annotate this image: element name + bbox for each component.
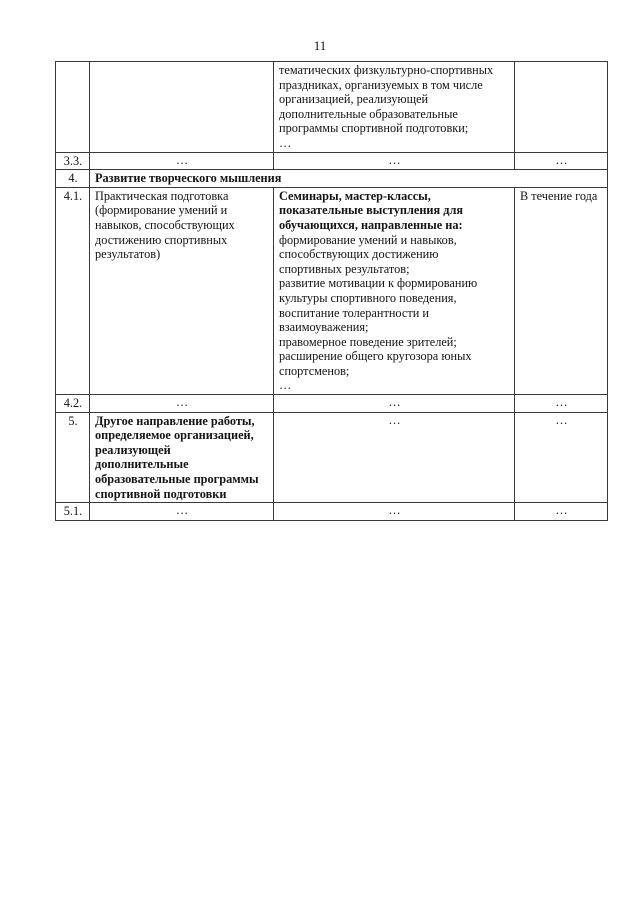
content-line: …: [279, 378, 292, 393]
row-number: 4.2.: [56, 395, 90, 413]
activity-cell: [90, 62, 274, 153]
section-title-line: реализующей: [95, 442, 171, 457]
content-line: тематических физкультурно-спортивных: [279, 63, 494, 77]
timing-cell: …: [515, 412, 608, 503]
content-line: …: [279, 135, 292, 150]
content-line: взаимоуважения;: [279, 320, 369, 335]
table-row-4-1: [56, 187, 608, 394]
content-line: программы спортивной подготовки;: [279, 121, 469, 136]
row-number: 4.: [56, 170, 90, 188]
page-number: 11: [313, 38, 327, 53]
content-line: правомерное поведение зрителей;: [279, 334, 457, 349]
row-number: [56, 62, 90, 153]
activity-line: достижению спортивных: [95, 232, 228, 247]
activity-line: навыков, способствующих: [95, 217, 235, 232]
row-number: 3.3.: [56, 152, 90, 170]
content-line: дополнительные образовательные: [279, 106, 458, 121]
plan-table: [55, 61, 608, 521]
content-line: организацией, реализующей: [279, 92, 429, 107]
content-cell: …: [274, 152, 515, 170]
section-title-line: Другое направление работы,: [95, 413, 255, 428]
timing-cell: [515, 62, 608, 153]
activity-cell: …: [90, 395, 274, 413]
activity-line: Практическая подготовка: [95, 188, 229, 203]
content-line: воспитание толерантности и: [279, 305, 429, 320]
section-title-line: образовательные программы: [95, 472, 259, 487]
table-row-3-3: [56, 152, 608, 170]
content-cell: …: [274, 395, 515, 413]
activity-line: результатов): [95, 247, 161, 262]
table-row-4-2: [56, 395, 608, 413]
content-line: праздниках, организуемых в том числе: [279, 77, 483, 92]
activity-cell: …: [90, 503, 274, 521]
content-cell: …: [274, 412, 515, 503]
timing-cell: …: [515, 152, 608, 170]
content-line: спортивных результатов;: [279, 261, 410, 276]
content-line: расширение общего кругозора юных: [279, 349, 472, 364]
content-cell: [274, 62, 515, 153]
content-heading-line: Семинары, мастер-классы,: [279, 188, 431, 203]
content-line: способствующих достижению: [279, 247, 439, 262]
content-line: формирование умений и навыков,: [279, 232, 457, 247]
section-title-line: спортивной подготовки: [95, 486, 227, 501]
content-cell: …: [274, 503, 515, 521]
table-row-section-4: [56, 170, 608, 188]
table-row-section-5: [56, 412, 608, 503]
content-heading-line: обучающихся, направленные на:: [279, 217, 463, 232]
section-title-line: дополнительные: [95, 457, 189, 472]
content-heading-line: показательные выступления для: [279, 203, 464, 218]
activity-cell: …: [90, 152, 274, 170]
content-line: развитие мотивации к формированию: [279, 276, 478, 291]
table-row-5-1: [56, 503, 608, 521]
content-line: спортсменов;: [279, 363, 350, 378]
content-cell: [274, 187, 515, 394]
row-number: 4.1.: [56, 187, 90, 394]
activity-cell: [90, 187, 274, 394]
section-title-line: определяемое организацией,: [95, 428, 254, 443]
content-line: культуры спортивного поведения,: [279, 290, 457, 305]
section-title-cell: [90, 412, 274, 503]
section-title: Развитие творческого мышления: [90, 170, 608, 188]
row-number: 5.1.: [56, 503, 90, 521]
activity-line: (формирование умений и: [95, 203, 228, 218]
timing-cell: В течение года: [515, 187, 608, 394]
row-number: 5.: [56, 412, 90, 503]
table-row-continuation: [56, 62, 608, 153]
timing-cell: …: [515, 395, 608, 413]
timing-cell: …: [515, 503, 608, 521]
